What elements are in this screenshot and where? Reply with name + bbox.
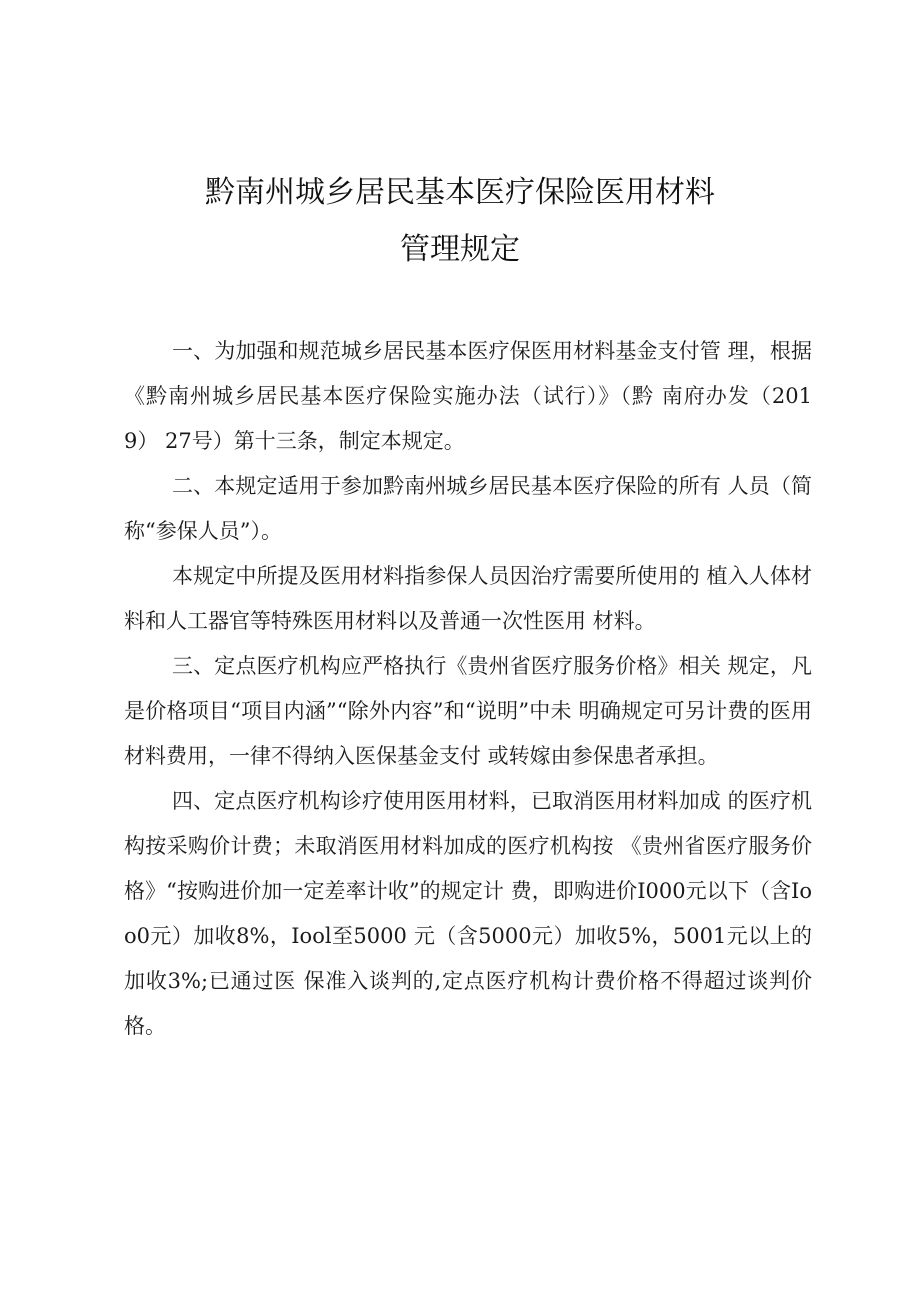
paragraph-1: 一、为加强和规范城乡居民基本医疗保医用材料基金支付管 理，根据《黔南州城乡居民基本医疗保险实施办法（试行）》（黔 南府办发（2019） 27号）第十三条，制定本规定。 <box>124 339 812 453</box>
document-body <box>124 329 812 1049</box>
document-title-line-1: 黔南州城乡居民基本医疗保险医用材料 <box>205 175 715 210</box>
paragraph-4: 三、定点医疗机构应严格执行《贵州省医疗服务价格》相关 规定，凡是价格项目“项目内涵”“除外内容”和“说明”中未 明确规定可另计费的医用材料费用，一律不得纳入医保基金支付 或转嫁由参保患者承担。 <box>124 654 812 768</box>
paragraph-5: 四、定点医疗机构诊疗使用医用材料，已取消医用材料加成 的医疗机构按采购价计费；未取消医用材料加成的医疗机构按 《贵州省医疗服务价格》“按购进价加一定差率计收”的规定计 费，即购进价I000元以下（含Ioo0元）加收8%，Iool至5000 元（含5000元）加收5%，5001元以上的加收3%;已通过医 保准入谈判的,定点医疗机构计费价格不得超过谈判价格。 <box>124 789 812 1038</box>
document-title-line-2: 管理规定 <box>400 232 520 267</box>
paragraph-3: 本规定中所提及医用材料指参保人员因治疗需要所使用的 植入人体材料和人工器官等特殊医用材料以及普通一次性医用 材料。 <box>124 564 812 633</box>
paragraph-2: 二、本规定适用于参加黔南州城乡居民基本医疗保险的所有 人员（简称“参保人员”）。 <box>124 474 812 543</box>
